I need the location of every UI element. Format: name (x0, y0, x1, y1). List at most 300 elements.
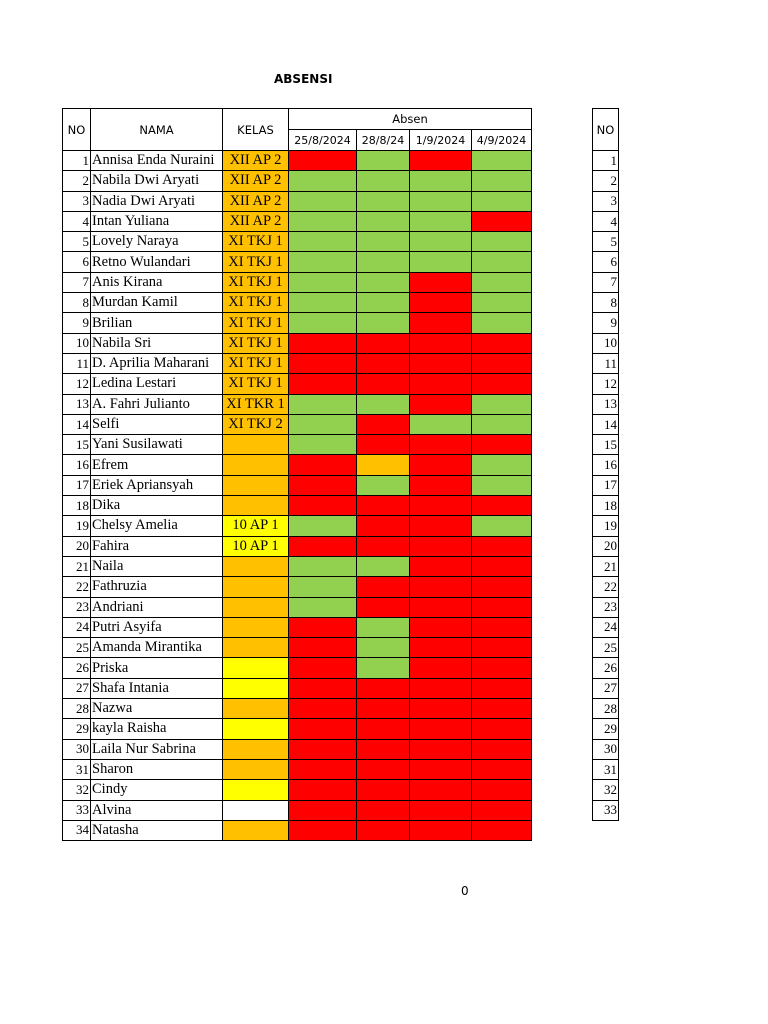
attendance-cell (410, 820, 472, 840)
side-number: 32 (593, 780, 619, 800)
student-name: Nazwa (91, 699, 223, 719)
attendance-cell (472, 800, 532, 820)
row-number: 18 (63, 496, 91, 516)
student-name: Dika (91, 496, 223, 516)
attendance-cell (357, 171, 410, 191)
attendance-cell (472, 414, 532, 434)
attendance-cell (472, 435, 532, 455)
attendance-cell (289, 313, 357, 333)
student-name: Eriek Apriansyah (91, 475, 223, 495)
student-class: XI TKJ 1 (223, 353, 289, 373)
student-name: Yani Susilawati (91, 435, 223, 455)
attendance-cell (410, 394, 472, 414)
student-name: Priska (91, 658, 223, 678)
row-number: 15 (63, 435, 91, 455)
student-name: Nabila Dwi Aryati (91, 171, 223, 191)
table-row (63, 374, 532, 394)
side-row (593, 313, 619, 333)
table-row (63, 414, 532, 434)
side-number: 28 (593, 699, 619, 719)
attendance-cell (289, 435, 357, 455)
table-row (63, 577, 532, 597)
attendance-cell (357, 617, 410, 637)
table-row (63, 516, 532, 536)
attendance-cell (472, 739, 532, 759)
attendance-cell (357, 211, 410, 231)
student-name: Retno Wulandari (91, 252, 223, 272)
attendance-cell (410, 617, 472, 637)
side-row (593, 556, 619, 576)
row-number: 32 (63, 780, 91, 800)
attendance-cell (472, 293, 532, 313)
attendance-cell (289, 496, 357, 516)
attendance-cell (410, 638, 472, 658)
attendance-cell (410, 211, 472, 231)
side-row (593, 435, 619, 455)
side-number: 1 (593, 151, 619, 171)
student-class (223, 759, 289, 779)
student-class (223, 617, 289, 637)
attendance-cell (357, 658, 410, 678)
attendance-cell (410, 374, 472, 394)
student-name: Annisa Enda Nuraini (91, 151, 223, 171)
student-class: XI TKJ 1 (223, 313, 289, 333)
table-row (63, 475, 532, 495)
student-class: XI TKJ 2 (223, 414, 289, 434)
attendance-cell (357, 516, 410, 536)
attendance-cell (472, 171, 532, 191)
attendance-cell (289, 272, 357, 292)
attendance-cell (289, 800, 357, 820)
attendance-cell (410, 293, 472, 313)
table-row (63, 617, 532, 637)
student-name: Amanda Mirantika (91, 638, 223, 658)
side-number: 23 (593, 597, 619, 617)
table-row (63, 556, 532, 576)
attendance-cell (410, 272, 472, 292)
attendance-cell (472, 577, 532, 597)
side-number: 12 (593, 374, 619, 394)
student-name: Murdan Kamil (91, 293, 223, 313)
side-row (593, 759, 619, 779)
attendance-cell (357, 272, 410, 292)
student-class (223, 597, 289, 617)
attendance-cell (472, 374, 532, 394)
attendance-cell (357, 333, 410, 353)
student-name: Nadia Dwi Aryati (91, 191, 223, 211)
attendance-cell (289, 699, 357, 719)
table-row (63, 780, 532, 800)
attendance-cell (472, 475, 532, 495)
attendance-cell (357, 719, 410, 739)
header-no: NO (63, 109, 91, 151)
table-row (63, 435, 532, 455)
row-number: 11 (63, 353, 91, 373)
row-number: 5 (63, 232, 91, 252)
side-number: 24 (593, 617, 619, 637)
table-row (63, 455, 532, 475)
side-number: 9 (593, 313, 619, 333)
student-class (223, 435, 289, 455)
attendance-cell (289, 739, 357, 759)
student-class (223, 658, 289, 678)
side-number: 8 (593, 293, 619, 313)
row-number: 17 (63, 475, 91, 495)
side-row (593, 374, 619, 394)
table-row (63, 353, 532, 373)
side-number: 2 (593, 171, 619, 191)
side-row (593, 272, 619, 292)
student-class: XI TKJ 1 (223, 232, 289, 252)
student-name: Nabila Sri (91, 333, 223, 353)
attendance-cell (357, 597, 410, 617)
date-header: 4/9/2024 (472, 130, 532, 151)
attendance-cell (357, 353, 410, 373)
side-row (593, 577, 619, 597)
side-row (593, 252, 619, 272)
student-name: Natasha (91, 820, 223, 840)
side-row (593, 780, 619, 800)
attendance-cell (289, 820, 357, 840)
student-class: XII AP 2 (223, 151, 289, 171)
attendance-cell (289, 333, 357, 353)
student-class (223, 455, 289, 475)
attendance-cell (289, 414, 357, 434)
attendance-cell (357, 536, 410, 556)
attendance-cell (289, 780, 357, 800)
date-header: 28/8/24 (357, 130, 410, 151)
attendance-cell (289, 374, 357, 394)
side-row (593, 394, 619, 414)
attendance-cell (357, 475, 410, 495)
row-number: 9 (63, 313, 91, 333)
side-row (593, 211, 619, 231)
student-name: Selfi (91, 414, 223, 434)
row-number: 20 (63, 536, 91, 556)
side-row (593, 151, 619, 171)
header-nama: NAMA (91, 109, 223, 151)
table-row (63, 272, 532, 292)
side-number: 18 (593, 496, 619, 516)
side-number: 33 (593, 800, 619, 820)
side-row (593, 658, 619, 678)
row-number: 24 (63, 617, 91, 637)
attendance-cell (472, 699, 532, 719)
student-class (223, 820, 289, 840)
table-row (63, 800, 532, 820)
row-number: 16 (63, 455, 91, 475)
student-class: XII AP 2 (223, 171, 289, 191)
attendance-cell (410, 719, 472, 739)
attendance-cell (357, 455, 410, 475)
attendance-cell (410, 435, 472, 455)
attendance-cell (472, 638, 532, 658)
table-row (63, 638, 532, 658)
attendance-cell (410, 455, 472, 475)
attendance-cell (410, 577, 472, 597)
table-row (63, 394, 532, 414)
attendance-cell (410, 556, 472, 576)
side-number: 14 (593, 414, 619, 434)
attendance-cell (472, 759, 532, 779)
student-name: Sharon (91, 759, 223, 779)
attendance-cell (289, 658, 357, 678)
student-class (223, 699, 289, 719)
attendance-cell (472, 232, 532, 252)
attendance-cell (472, 780, 532, 800)
table-row (63, 658, 532, 678)
attendance-cell (472, 313, 532, 333)
attendance-cell (357, 496, 410, 516)
side-number: 13 (593, 394, 619, 414)
side-row (593, 414, 619, 434)
attendance-cell (410, 151, 472, 171)
student-class: XI TKJ 1 (223, 374, 289, 394)
side-number: 20 (593, 536, 619, 556)
student-name: Intan Yuliana (91, 211, 223, 231)
attendance-cell (410, 475, 472, 495)
attendance-cell (289, 394, 357, 414)
date-header: 1/9/2024 (410, 130, 472, 151)
student-class (223, 800, 289, 820)
attendance-cell (289, 678, 357, 698)
attendance-cell (289, 475, 357, 495)
student-class: XI TKJ 1 (223, 272, 289, 292)
side-row (593, 638, 619, 658)
side-number: 3 (593, 191, 619, 211)
side-row (593, 597, 619, 617)
attendance-cell (472, 252, 532, 272)
side-number: 10 (593, 333, 619, 353)
student-class: XI TKJ 1 (223, 293, 289, 313)
attendance-cell (289, 293, 357, 313)
student-class: XI TKR 1 (223, 394, 289, 414)
attendance-cell (472, 536, 532, 556)
row-number: 12 (63, 374, 91, 394)
attendance-cell (472, 556, 532, 576)
attendance-cell (410, 516, 472, 536)
side-number: 6 (593, 252, 619, 272)
table-row (63, 496, 532, 516)
student-name: kayla Raisha (91, 719, 223, 739)
attendance-cell (472, 211, 532, 231)
attendance-cell (289, 597, 357, 617)
student-class (223, 577, 289, 597)
attendance-cell (289, 719, 357, 739)
attendance-cell (357, 678, 410, 698)
student-name: Brilian (91, 313, 223, 333)
student-class (223, 739, 289, 759)
side-number: 21 (593, 556, 619, 576)
student-name: D. Aprilia Maharani (91, 353, 223, 373)
footer-value: 0 (461, 884, 469, 898)
side-row (593, 232, 619, 252)
attendance-cell (289, 577, 357, 597)
attendance-cell (357, 759, 410, 779)
table-row (63, 232, 532, 252)
attendance-cell (410, 353, 472, 373)
student-name: Cindy (91, 780, 223, 800)
row-number: 26 (63, 658, 91, 678)
sheet-title: ABSENSI (274, 72, 333, 86)
attendance-cell (357, 293, 410, 313)
attendance-cell (472, 353, 532, 373)
attendance-cell (472, 597, 532, 617)
row-number: 34 (63, 820, 91, 840)
attendance-cell (410, 191, 472, 211)
side-number: 4 (593, 211, 619, 231)
attendance-cell (357, 800, 410, 820)
row-number: 23 (63, 597, 91, 617)
attendance-cell (410, 780, 472, 800)
side-number: 15 (593, 435, 619, 455)
student-name: Andriani (91, 597, 223, 617)
side-number: 22 (593, 577, 619, 597)
side-number: 26 (593, 658, 619, 678)
student-class: XI TKJ 1 (223, 333, 289, 353)
attendance-cell (472, 394, 532, 414)
table-row (63, 597, 532, 617)
row-number: 31 (63, 759, 91, 779)
attendance-cell (472, 719, 532, 739)
table-row (63, 151, 532, 171)
student-class: 10 AP 1 (223, 516, 289, 536)
attendance-cell (289, 252, 357, 272)
attendance-cell (472, 151, 532, 171)
attendance-cell (289, 516, 357, 536)
student-class: XII AP 2 (223, 191, 289, 211)
attendance-cell (410, 414, 472, 434)
student-name: Naila (91, 556, 223, 576)
student-name: Efrem (91, 455, 223, 475)
date-header: 25/8/2024 (289, 130, 357, 151)
attendance-cell (410, 658, 472, 678)
row-number: 4 (63, 211, 91, 231)
side-row (593, 333, 619, 353)
student-name: Ledina Lestari (91, 374, 223, 394)
attendance-cell (410, 232, 472, 252)
row-number: 2 (63, 171, 91, 191)
attendance-cell (289, 617, 357, 637)
side-number: 25 (593, 638, 619, 658)
side-row (593, 800, 619, 820)
attendance-cell (357, 394, 410, 414)
attendance-cell (357, 638, 410, 658)
attendance-cell (357, 820, 410, 840)
side-row (593, 455, 619, 475)
attendance-cell (472, 678, 532, 698)
attendance-cell (410, 678, 472, 698)
side-number: 29 (593, 719, 619, 739)
row-number: 25 (63, 638, 91, 658)
table-row (63, 293, 532, 313)
attendance-cell (410, 739, 472, 759)
student-name: A. Fahri Julianto (91, 394, 223, 414)
attendance-cell (357, 556, 410, 576)
attendance-cell (357, 232, 410, 252)
attendance-cell (289, 211, 357, 231)
side-row (593, 293, 619, 313)
row-number: 6 (63, 252, 91, 272)
attendance-cell (472, 820, 532, 840)
student-class: 10 AP 1 (223, 536, 289, 556)
side-row (593, 191, 619, 211)
student-name: Shafa Intania (91, 678, 223, 698)
side-number: 17 (593, 475, 619, 495)
row-number: 7 (63, 272, 91, 292)
attendance-cell (357, 151, 410, 171)
side-row (593, 719, 619, 739)
student-name: Laila Nur Sabrina (91, 739, 223, 759)
attendance-cell (357, 374, 410, 394)
attendance-cell (410, 313, 472, 333)
student-name: Lovely Naraya (91, 232, 223, 252)
student-name: Fathruzia (91, 577, 223, 597)
attendance-cell (289, 536, 357, 556)
attendance-cell (410, 800, 472, 820)
table-row (63, 211, 532, 231)
table-row (63, 739, 532, 759)
side-number: 16 (593, 455, 619, 475)
attendance-cell (472, 191, 532, 211)
attendance-cell (472, 333, 532, 353)
attendance-cell (472, 658, 532, 678)
student-class (223, 475, 289, 495)
student-class: XII AP 2 (223, 211, 289, 231)
attendance-cell (357, 252, 410, 272)
row-number: 14 (63, 414, 91, 434)
side-number: 19 (593, 516, 619, 536)
row-number: 29 (63, 719, 91, 739)
attendance-cell (410, 597, 472, 617)
row-number: 3 (63, 191, 91, 211)
side-number: 27 (593, 678, 619, 698)
side-row (593, 171, 619, 191)
table-row (63, 536, 532, 556)
student-name: Chelsy Amelia (91, 516, 223, 536)
side-number-table (592, 108, 619, 821)
table-row (63, 820, 532, 840)
attendance-cell (357, 739, 410, 759)
side-header-no: NO (593, 109, 619, 151)
attendance-cell (410, 333, 472, 353)
side-row (593, 475, 619, 495)
table-row (63, 252, 532, 272)
row-number: 8 (63, 293, 91, 313)
side-number: 7 (593, 272, 619, 292)
attendance-cell (410, 496, 472, 516)
side-row (593, 536, 619, 556)
row-number: 21 (63, 556, 91, 576)
attendance-cell (472, 516, 532, 536)
side-row (593, 699, 619, 719)
attendance-cell (289, 353, 357, 373)
student-class: XI TKJ 1 (223, 252, 289, 272)
attendance-cell (289, 171, 357, 191)
attendance-table (62, 108, 532, 841)
side-number: 31 (593, 759, 619, 779)
attendance-cell (357, 577, 410, 597)
attendance-cell (410, 252, 472, 272)
side-row (593, 678, 619, 698)
side-number: 30 (593, 739, 619, 759)
side-row (593, 739, 619, 759)
student-class (223, 719, 289, 739)
attendance-cell (410, 171, 472, 191)
row-number: 22 (63, 577, 91, 597)
row-number: 33 (63, 800, 91, 820)
attendance-cell (357, 414, 410, 434)
